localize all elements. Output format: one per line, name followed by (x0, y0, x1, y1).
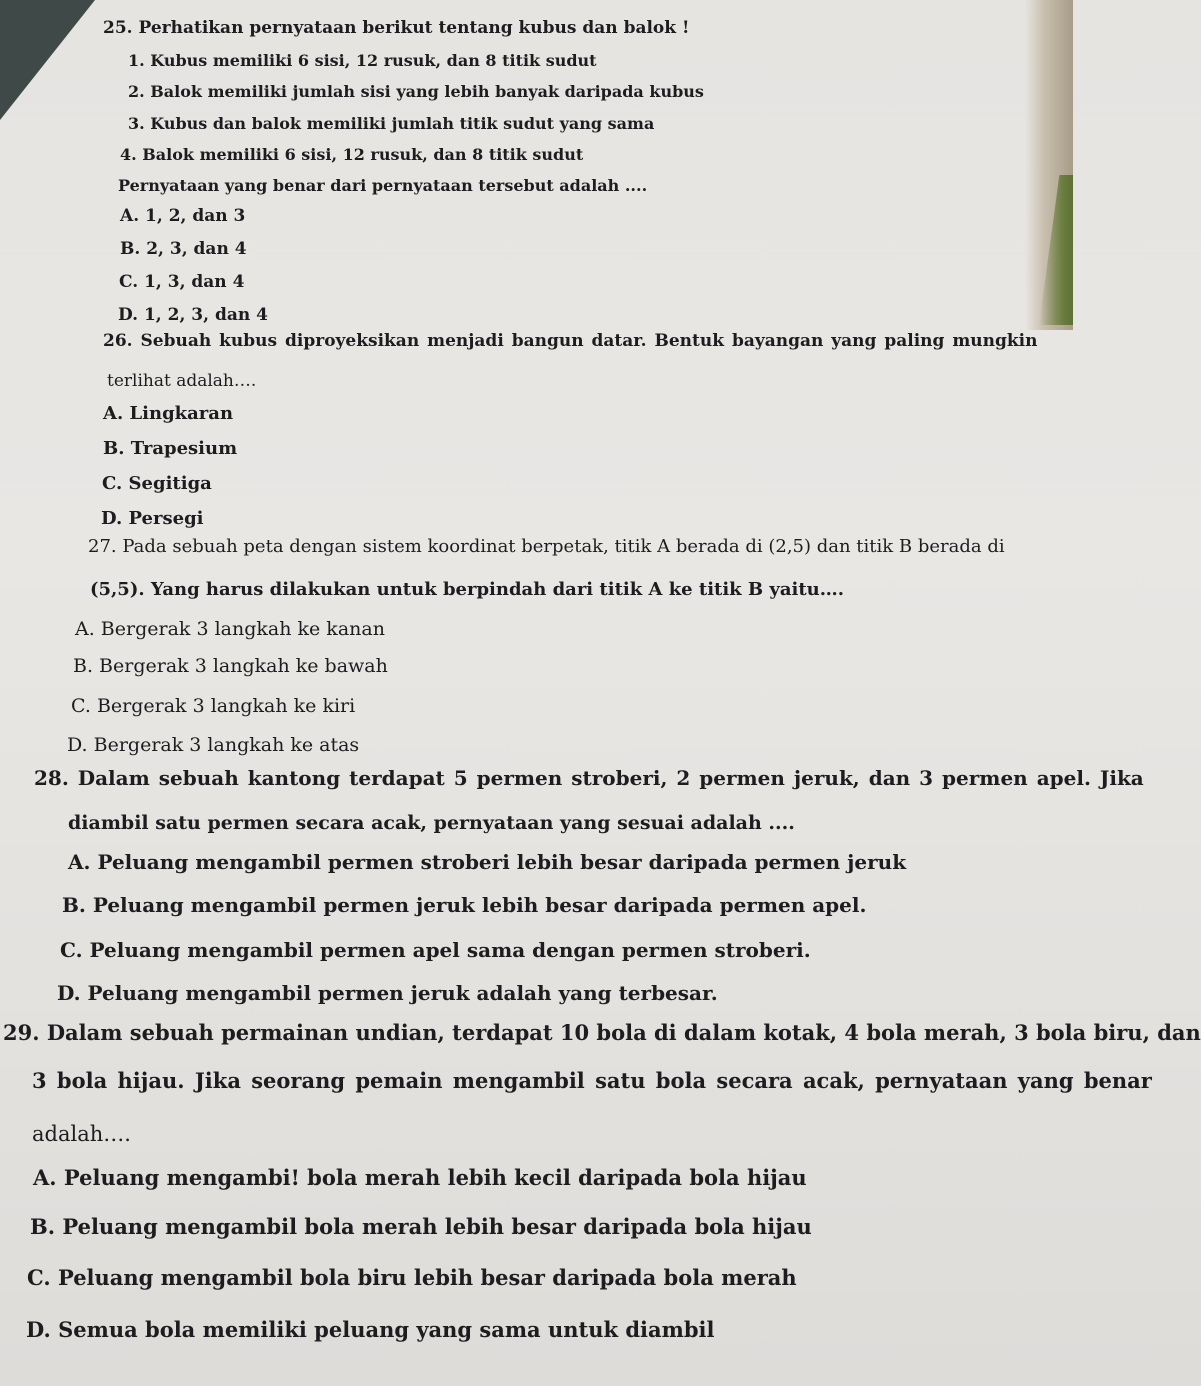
option-b: B. Peluang mengambil bola merah lebih besar daripada bola hijau (30, 1214, 812, 1239)
background-corner (0, 0, 95, 120)
option-b: B. Bergerak 3 langkah ke bawah (73, 655, 388, 677)
option-d: D. Persegi (101, 508, 204, 529)
option-c: C. 1, 3, dan 4 (119, 272, 245, 292)
question-text: 29. Dalam sebuah permainan undian, terdapat 10 bola di dalam kotak, 4 bola merah, 3 bola biru, dan (3, 1020, 1201, 1045)
question-prompt: Pernyataan yang benar dari pernyataan tersebut adalah .... (118, 176, 648, 195)
statement: 1. Kubus memiliki 6 sisi, 12 rusuk, dan 8 titik sudut (128, 51, 597, 70)
question-text: diambil satu permen secara acak, pernyataan yang sesuai adalah .... (68, 812, 795, 834)
question-text: adalah…. (32, 1122, 131, 1146)
question-text: 27. Pada sebuah peta dengan sistem koordinat berpetak, titik A berada di (2,5) dan titik B berada di (88, 536, 1005, 557)
option-b: B. Peluang mengambil permen jeruk lebih besar daripada permen apel. (62, 893, 867, 917)
question-text: terlihat adalah…. (107, 371, 257, 391)
question-text: (5,5). Yang harus dilakukan untuk berpindah dari titik A ke titik B yaitu…. (90, 579, 845, 600)
statement: 2. Balok memiliki jumlah sisi yang lebih banyak daripada kubus (128, 82, 704, 101)
question-text: 26. Sebuah kubus diproyeksikan menjadi bangun datar. Bentuk bayangan yang paling mungkin (103, 331, 1038, 351)
option-a: A. Lingkaran (103, 403, 234, 424)
option-c: C. Bergerak 3 langkah ke kiri (71, 695, 356, 717)
option-a: A. 1, 2, dan 3 (120, 206, 246, 226)
question-text: 25. Perhatikan pernyataan berikut tentang kubus dan balok ! (103, 18, 690, 38)
option-d: D. Semua bola memiliki peluang yang sama untuk diambil (26, 1317, 715, 1342)
option-d: D. Peluang mengambil permen jeruk adalah yang terbesar. (57, 981, 718, 1005)
option-d: D. Bergerak 3 langkah ke atas (67, 734, 360, 756)
option-a: A. Peluang mengambil permen stroberi lebih besar daripada permen jeruk (68, 850, 907, 874)
option-a: A. Bergerak 3 langkah ke kanan (75, 618, 385, 640)
option-b: B. 2, 3, dan 4 (120, 239, 247, 259)
option-c: C. Peluang mengambil permen apel sama dengan permen stroberi. (60, 938, 811, 962)
statement: 4. Balok memiliki 6 sisi, 12 rusuk, dan 8 titik sudut (120, 145, 584, 164)
option-d: D. 1, 2, 3, dan 4 (118, 305, 268, 325)
option-a: A. Peluang mengambi! bola merah lebih kecil daripada bola hijau (33, 1165, 807, 1190)
option-c: C. Peluang mengambil bola biru lebih besar daripada bola merah (27, 1265, 797, 1290)
question-text: 28. Dalam sebuah kantong terdapat 5 permen stroberi, 2 permen jeruk, dan 3 permen apel. Jika (34, 766, 1144, 790)
option-c: C. Segitiga (102, 473, 212, 494)
question-text: 3 bola hijau. Jika seorang pemain mengambil satu bola secara acak, pernyataan yang benar (32, 1068, 1152, 1093)
statement: 3. Kubus dan balok memiliki jumlah titik sudut yang sama (128, 114, 655, 133)
option-b: B. Trapesium (103, 438, 238, 459)
